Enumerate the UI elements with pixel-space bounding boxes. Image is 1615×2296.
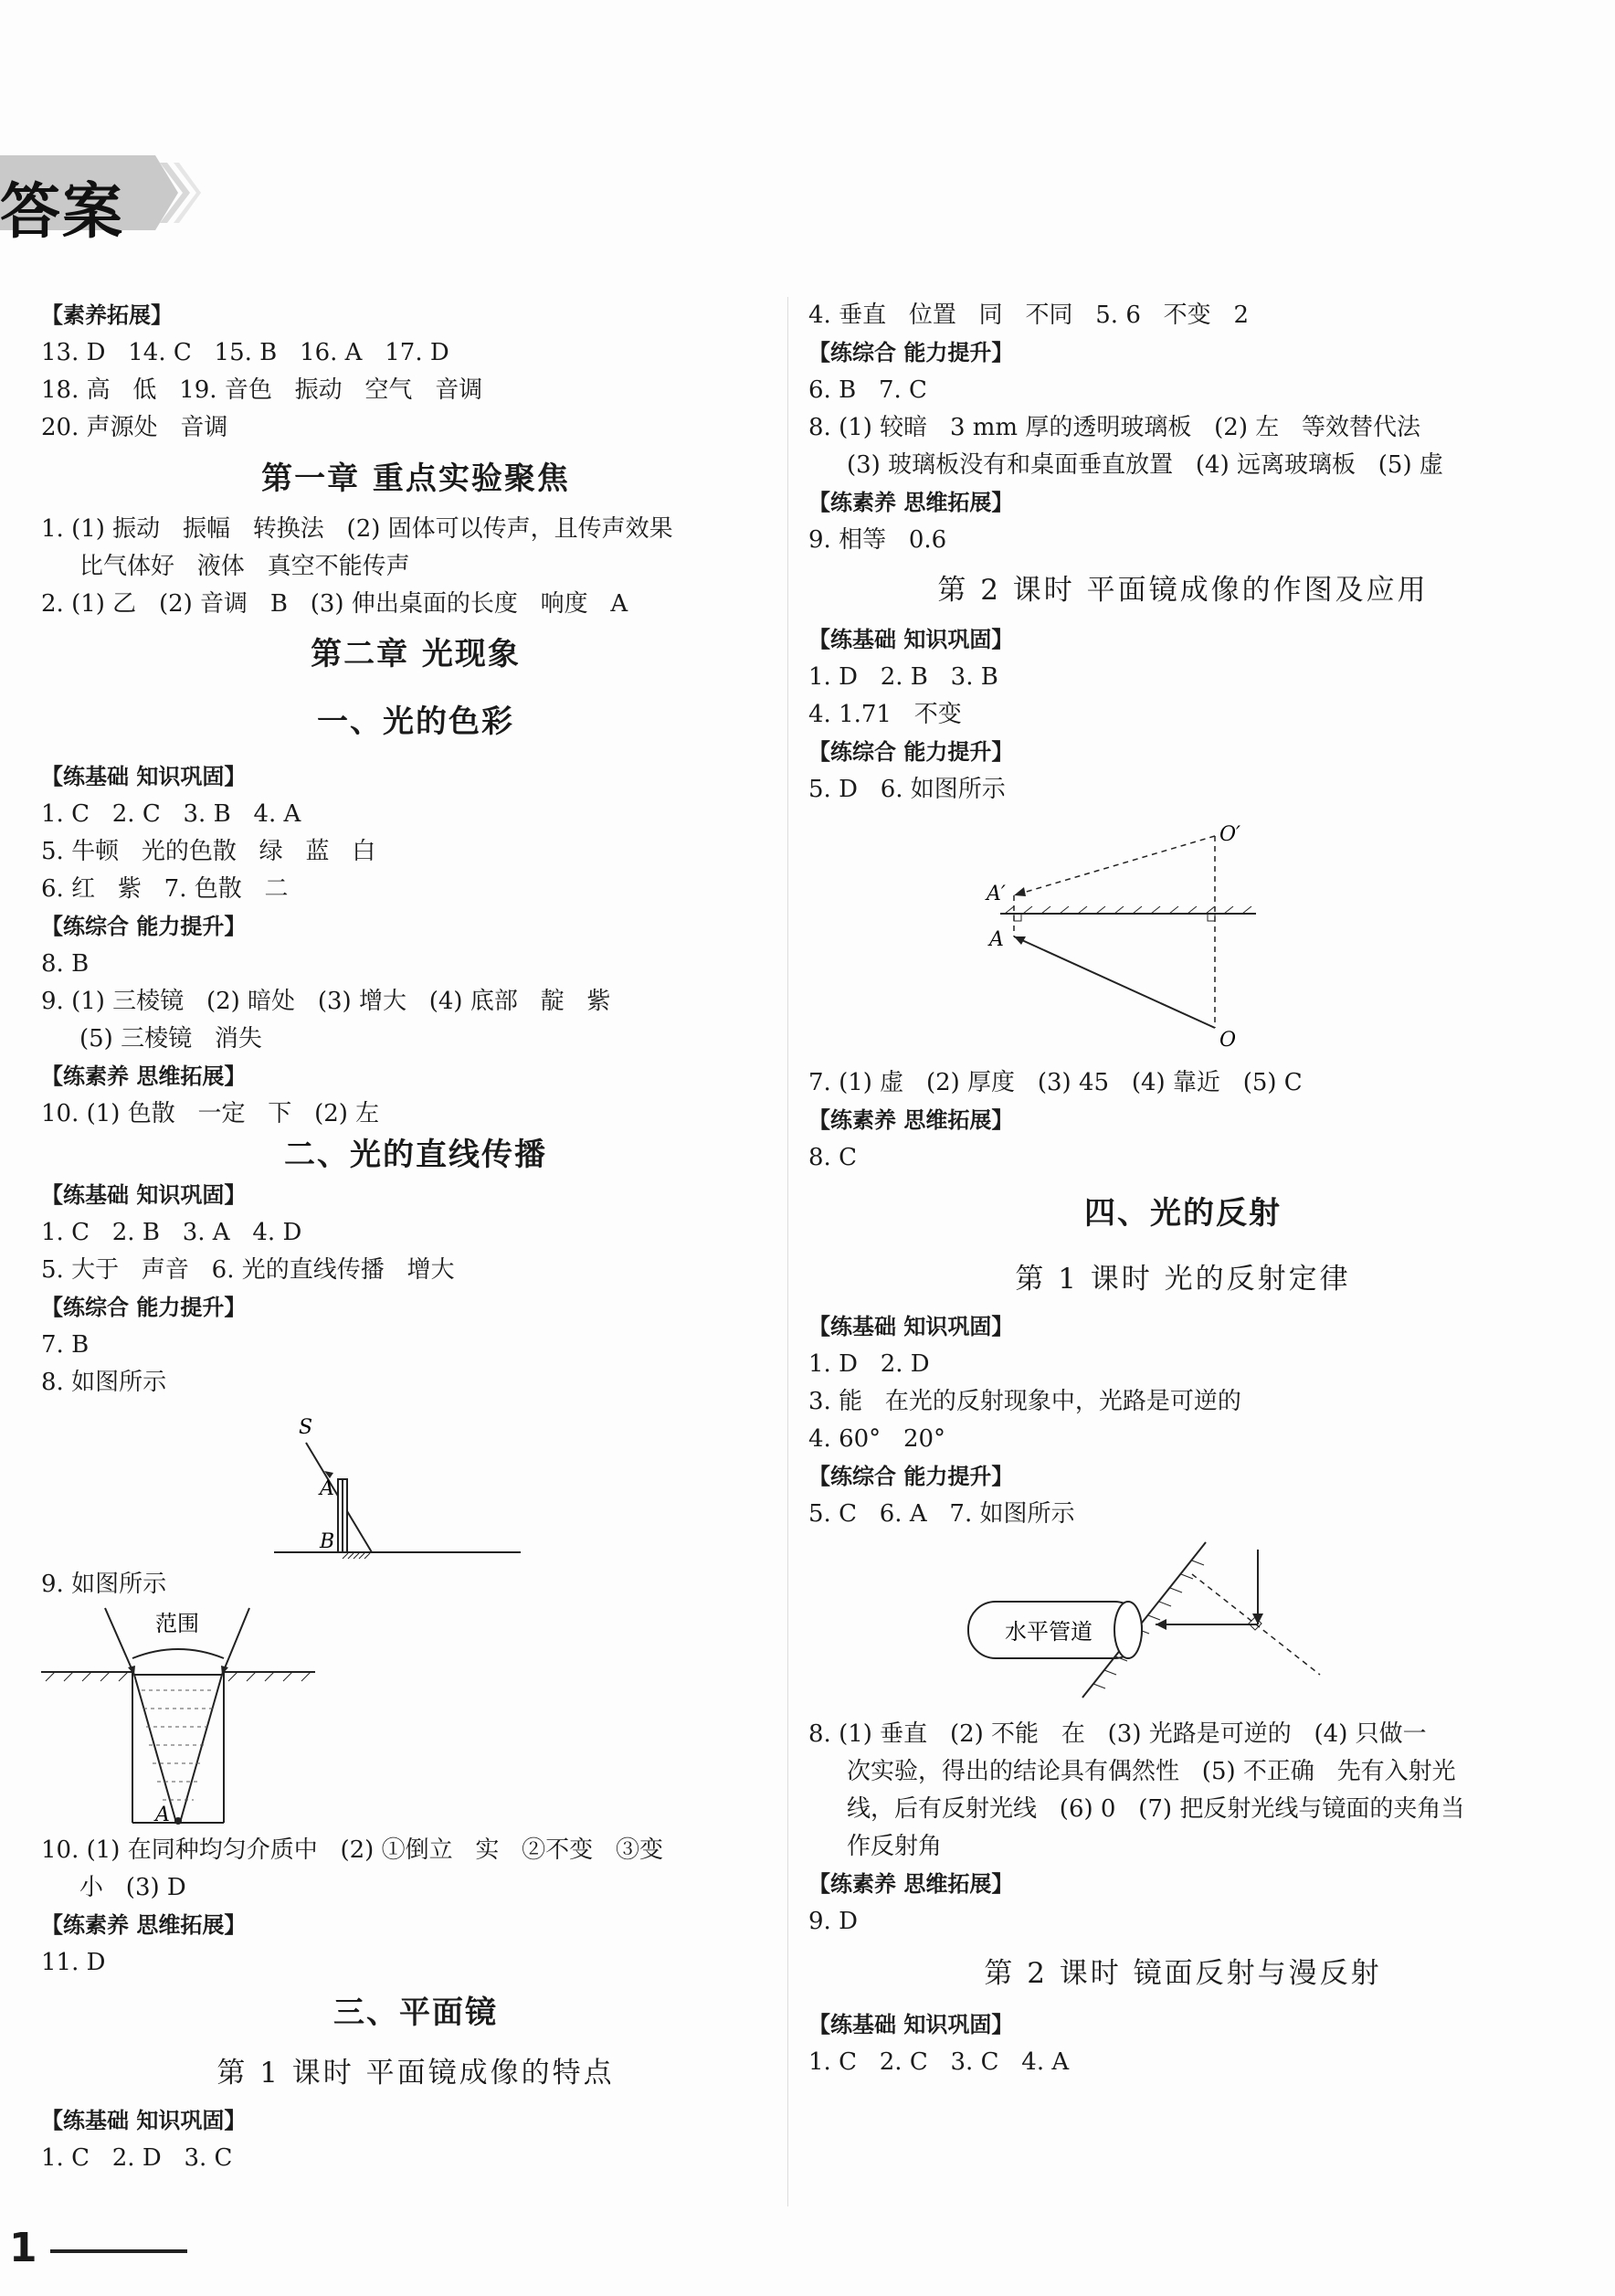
answer-line: 5. D 6. 如图所示: [808, 776, 1006, 803]
answer-line: (5) 三棱镜 消失: [79, 1025, 262, 1053]
answer-line: 1. C 2. C 3. B 4. A: [41, 800, 301, 828]
section-heading: 二、光的直线传播: [284, 1137, 547, 1173]
label-o: O: [1219, 1029, 1237, 1052]
section-tag: 【练素养 思维拓展】: [808, 1871, 1014, 1897]
answer-line: 20. 声源处 音调: [41, 414, 228, 441]
answer-line: 9. 相等 0.6: [808, 526, 947, 554]
answer-line: 11. D: [41, 1949, 106, 1976]
mirror-construction-diagram: [808, 809, 1557, 1064]
pipe-reflection-diagram: [808, 1533, 1557, 1716]
answer-line: 8. (1) 较暗 3 mm 厚的透明玻璃板 (2) 左 等效替代法: [808, 414, 1421, 441]
section-tag: 【素养拓展】: [41, 302, 173, 328]
answer-line: 8. 如图所示: [41, 1369, 167, 1396]
label-s: S: [299, 1416, 313, 1439]
label-a: A: [320, 1477, 334, 1500]
section-tag: 【练基础 知识巩固】: [41, 2108, 247, 2133]
section-tag: 【练综合 能力提升】: [41, 914, 247, 939]
answer-line: 小 (3) D: [79, 1874, 186, 1901]
footer-rule: [50, 2249, 187, 2253]
answer-line: 1. (1) 振动 振幅 转换法 (2) 固体可以传声，且传声效果: [41, 515, 673, 543]
answer-line: 7. B: [41, 1331, 90, 1359]
answer-line: 1. C 2. D 3. C: [41, 2144, 233, 2172]
answer-line: 次实验，得出的结论具有偶然性 (5) 不正确 先有入射光: [847, 1758, 1456, 1785]
answer-line: 8. C: [808, 1144, 857, 1171]
section-heading: 三、平面镜: [333, 1994, 498, 2031]
answer-line: 作反射角: [847, 1833, 943, 1860]
section-tag: 【练综合 能力提升】: [808, 739, 1014, 765]
section-tag: 【练基础 知识巩固】: [808, 2012, 1014, 2037]
chapter-heading: 第二章 光现象: [311, 636, 521, 672]
section-tag: 【练基础 知识巩固】: [808, 627, 1014, 652]
section-tag: 【练综合 能力提升】: [808, 340, 1014, 365]
answer-line: 8. B: [41, 950, 90, 978]
answer-line: 1. D 2. D: [808, 1350, 930, 1378]
answer-line: 4. 1.71 不变: [808, 701, 962, 728]
label-a: A: [989, 928, 1004, 951]
answer-line: 8. (1) 垂直 (2) 不能 在 (3) 光路是可逆的 (4) 只做一: [808, 1720, 1427, 1748]
answer-line: 4. 60° 20°: [808, 1425, 946, 1453]
answer-line: 5. 大于 声音 6. 光的直线传播 增大: [41, 1256, 455, 1284]
range-label: 范围: [155, 1611, 199, 1636]
answer-line: 13. D 14. C 15. B 16. A 17. D: [41, 339, 449, 366]
chapter-heading: 第一章 重点实验聚焦: [261, 460, 570, 497]
answer-line: 9. (1) 三棱镜 (2) 暗处 (3) 增大 (4) 底部 靛 紫: [41, 988, 611, 1015]
answer-line: 9. 如图所示: [41, 1571, 167, 1598]
lesson-heading: 第 1 课时 平面镜成像的特点: [216, 2057, 615, 2090]
label-a: A: [155, 1804, 170, 1826]
pipe-label: 水平管道: [1005, 1619, 1092, 1645]
answer-line: 1. C 2. B 3. A 4. D: [41, 1219, 302, 1246]
label-o-prime: O′: [1219, 823, 1241, 846]
section-tag: 【练基础 知识巩固】: [41, 1182, 247, 1208]
answer-line: 6. B 7. C: [808, 376, 927, 404]
well-diagram: [41, 1603, 790, 1832]
section-tag: 【练素养 思维拓展】: [808, 1107, 1014, 1133]
answer-line: 1. C 2. C 3. C 4. A: [808, 2048, 1070, 2076]
section-tag: 【练基础 知识巩固】: [41, 764, 247, 789]
section-tag: 【练素养 思维拓展】: [41, 1063, 247, 1089]
answer-line: 比气体好 液体 真空不能传声: [79, 553, 410, 580]
answer-line: 9. D: [808, 1908, 858, 1935]
answer-line: (3) 玻璃板没有和桌面垂直放置 (4) 远离玻璃板 (5) 虚: [847, 451, 1443, 479]
answer-line: 4. 垂直 位置 同 不同 5. 6 不变 2: [808, 302, 1249, 329]
banner-title: 答案: [0, 176, 124, 247]
right-column: [808, 297, 1557, 2081]
lesson-heading: 第 1 课时 光的反射定律: [1015, 1263, 1351, 1296]
label-a-prime: A′: [987, 883, 1006, 905]
page-number: 1: [9, 2225, 37, 2271]
answer-line: 10. (1) 色散 一定 下 (2) 左: [41, 1100, 380, 1127]
answer-line: 5. 牛顿 光的色散 绿 蓝 白: [41, 838, 376, 865]
answer-line: 线，后有反射光线 (6) 0 (7) 把反射光线与镜面的夹角当: [847, 1795, 1465, 1823]
section-tag: 【练素养 思维拓展】: [808, 490, 1014, 515]
answer-line: 5. C 6. A 7. 如图所示: [808, 1500, 1075, 1528]
answer-line: 10. (1) 在同种均匀介质中 (2) ①倒立 实 ②不变 ③变: [41, 1836, 663, 1864]
left-column: [41, 297, 790, 2177]
lesson-heading: 第 2 课时 平面镜成像的作图及应用: [937, 574, 1429, 607]
section-heading: 四、光的反射: [1084, 1195, 1282, 1232]
section-tag: 【练基础 知识巩固】: [808, 1314, 1014, 1339]
answer-line: 6. 红 紫 7. 色散 二: [41, 875, 289, 903]
answer-line: 18. 高 低 19. 音色 振动 空气 音调: [41, 376, 483, 404]
answer-line: 7. (1) 虚 (2) 厚度 (3) 45 (4) 靠近 (5) C: [808, 1069, 1303, 1096]
answer-line: 2. (1) 乙 (2) 音调 B (3) 伸出桌面的长度 响度 A: [41, 590, 628, 618]
section-heading: 一、光的色彩: [317, 704, 514, 740]
section-tag: 【练素养 思维拓展】: [41, 1912, 247, 1938]
answer-line: 1. D 2. B 3. B: [808, 663, 998, 691]
shadow-diagram: [41, 1402, 790, 1566]
label-b: B: [320, 1530, 335, 1553]
lesson-heading: 第 2 课时 镜面反射与漫反射: [984, 1957, 1382, 1990]
section-tag: 【练综合 能力提升】: [41, 1295, 247, 1320]
section-tag: 【练综合 能力提升】: [808, 1464, 1014, 1489]
answer-line: 3. 能 在光的反射现象中，光路是可逆的: [808, 1388, 1241, 1415]
